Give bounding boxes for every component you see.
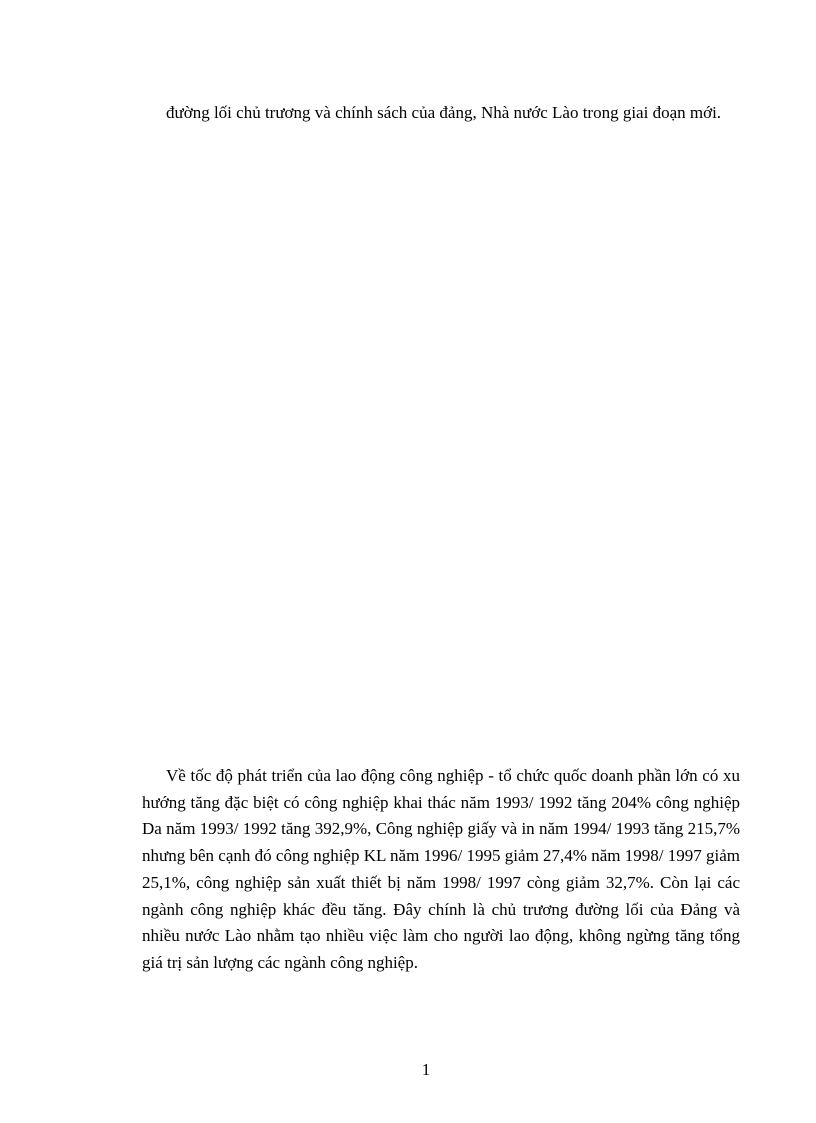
paragraph-labor-growth: Về tốc độ phát triển của lao động công nghiệp - tổ chức quốc doanh phần lớn có xu hướng tăng đặc biệt có công nghiệp khai thác năm 1993/ 1992 tăng 204% công nghiệp Da năm 1993/ 1992 tăng 392,9%, Công nghiệp giấy và in năm 1994/ 1993 tăng 215,7% nhưng bên cạnh đó công nghiệp KL năm 1996/ 1995 giảm 27,4% năm 1998/ 1997 giảm 25,1%, công nghiệp sản xuất thiết bị năm 1998/ 1997 còng giảm 32,7%. Còn lại các ngành công nghiệp khác đều tăng. Đây chính là chủ trương đường lối của Đảng và nhiều nước Lào nhằm tạo nhiều việc làm cho người lao động, không ngừng tăng tổng giá trị sản lượng các ngành công nghiệp. <box>142 766 740 972</box>
page-number: 1 <box>421 1060 431 1079</box>
paragraph-continuation: đường lối chủ trương và chính sách của đảng, Nhà nước Lào trong giai đoạn mới. <box>166 103 722 122</box>
